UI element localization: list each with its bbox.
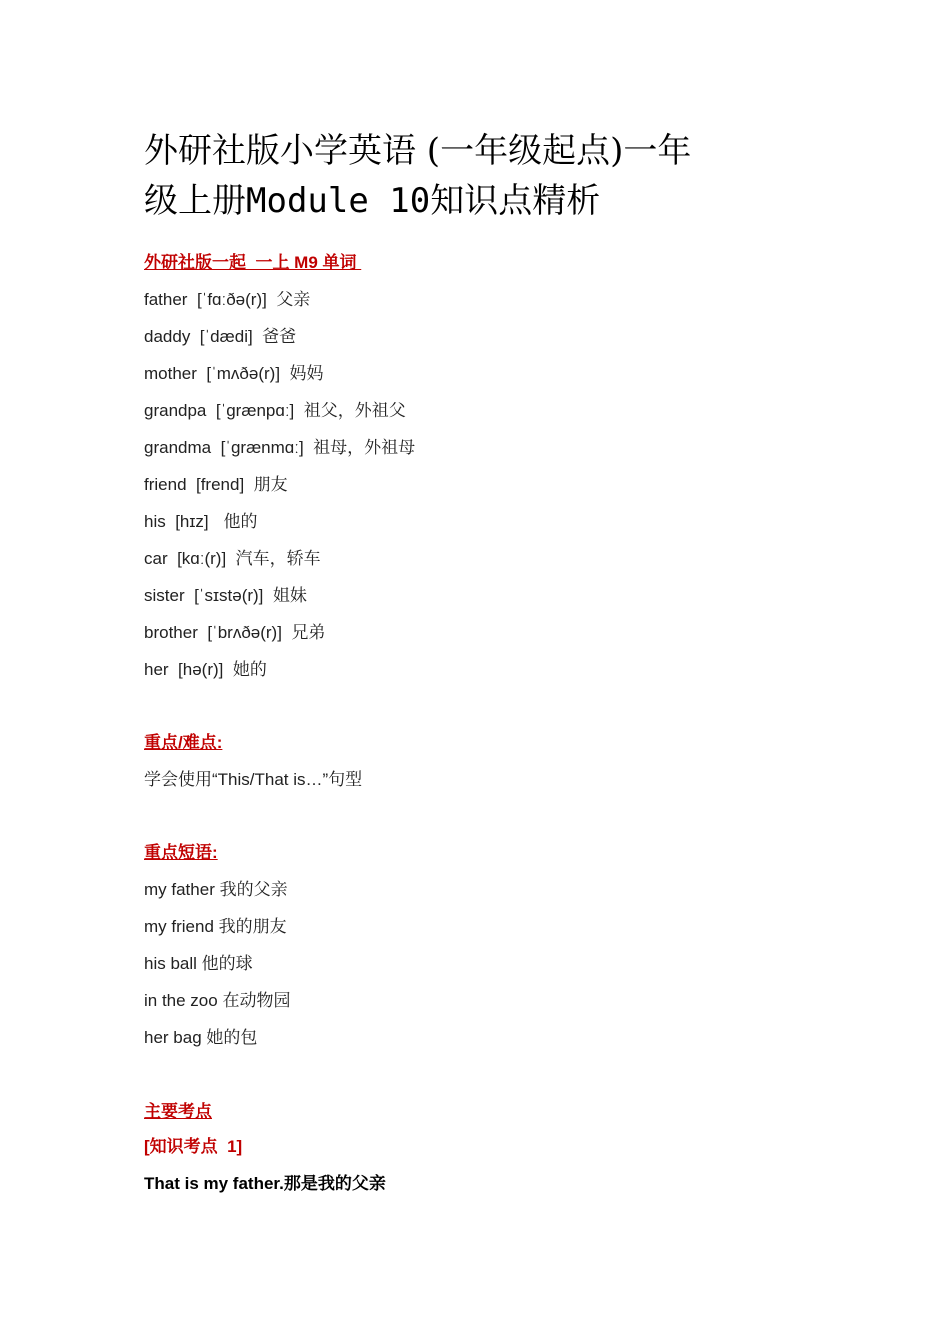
word-row-mother [144,359,324,384]
word-en: friend [144,475,187,494]
word-phonetic: [ˈfɑːðə(r)] [196,290,267,309]
word-row-friend [144,470,288,495]
word-en: mother [144,364,197,383]
phrase-en: in the zoo [144,991,218,1010]
title-line-2-code: Module 10 [246,181,431,221]
word-row-daddy [144,322,296,347]
phrase-row [144,875,288,900]
word-en: car [144,549,168,568]
difficulty-heading: 重点/难点: [144,733,223,752]
word-en: sister [144,586,185,605]
word-meaning: 妈妈 [289,364,324,384]
word-row-car [144,544,321,569]
word-meaning: 她的 [232,660,267,680]
word-row-brother [144,618,325,643]
word-en: grandpa [144,401,207,420]
phrase-en: her bag [144,1028,202,1047]
word-row-grandpa [144,396,406,421]
document-title [144,126,824,226]
word-meaning: 父亲 [276,290,311,310]
word-row-father [144,285,310,310]
word-en: her [144,660,169,679]
words-heading: 外研社版一起 一上 M9 单词 [144,253,362,272]
title-line-2-suffix: 知识点精析 [430,181,601,221]
word-phonetic: [ˈɡrænmɑː] [220,438,304,457]
word-phonetic: [hɪz] [175,512,209,531]
phrase-row [144,986,290,1011]
word-phonetic: [kɑː(r)] [177,549,227,568]
word-meaning: 他的 [218,512,258,532]
word-en: father [144,290,188,309]
phrase-cn: 她的包 [206,1028,258,1048]
word-row-his [144,507,258,532]
word-meaning: 祖母，外祖母 [313,438,416,458]
title-line-2-prefix: 级上册 [144,181,246,221]
word-phonetic: [ˈɡrænpɑː] [215,401,295,420]
word-row-grandma [144,433,415,458]
word-meaning: 汽车，轿车 [235,549,321,569]
difficulty-text: 学会使用“This/That is…”句型 [144,770,363,789]
phrase-cn: 我的父亲 [219,880,288,900]
phrases-heading: 重点短语: [144,843,218,862]
word-meaning: 兄弟 [291,623,326,643]
point-1-sentence: That is my father.那是我的父亲 [144,1174,386,1193]
phrase-en: my father [144,880,215,899]
phrase-row [144,949,253,974]
word-phonetic: [ˈsɪstə(r)] [194,586,264,605]
main-points-heading: 主要考点 [144,1102,212,1121]
word-en: his [144,512,166,531]
word-en: grandma [144,438,212,457]
word-phonetic: [hə(r)] [178,660,224,679]
word-en: brother [144,623,198,642]
phrase-row [144,912,287,937]
phrase-cn: 在动物园 [222,991,291,1011]
word-phonetic: [ˈmʌðə(r)] [206,364,281,383]
phrase-cn: 他的球 [201,954,253,974]
word-row-her [144,655,267,680]
word-en: daddy [144,327,191,346]
phrase-cn: 我的朋友 [218,917,287,937]
word-row-sister [144,581,307,606]
point-1-heading: [知识考点 1] [144,1137,243,1156]
word-meaning: 姐妹 [272,586,307,606]
title-line-1: 外研社版小学英语 (一年级起点)一年 [144,131,692,171]
word-meaning: 祖父，外祖父 [303,401,406,421]
word-meaning: 朋友 [253,475,288,495]
phrase-en: my friend [144,917,214,936]
word-phonetic: [ˈdædi] [199,327,253,346]
word-phonetic: [ˈbrʌðə(r)] [207,623,282,642]
phrase-en: his ball [144,954,197,973]
phrase-row [144,1023,257,1048]
word-phonetic: [frend] [195,475,245,494]
word-meaning: 爸爸 [262,327,297,347]
